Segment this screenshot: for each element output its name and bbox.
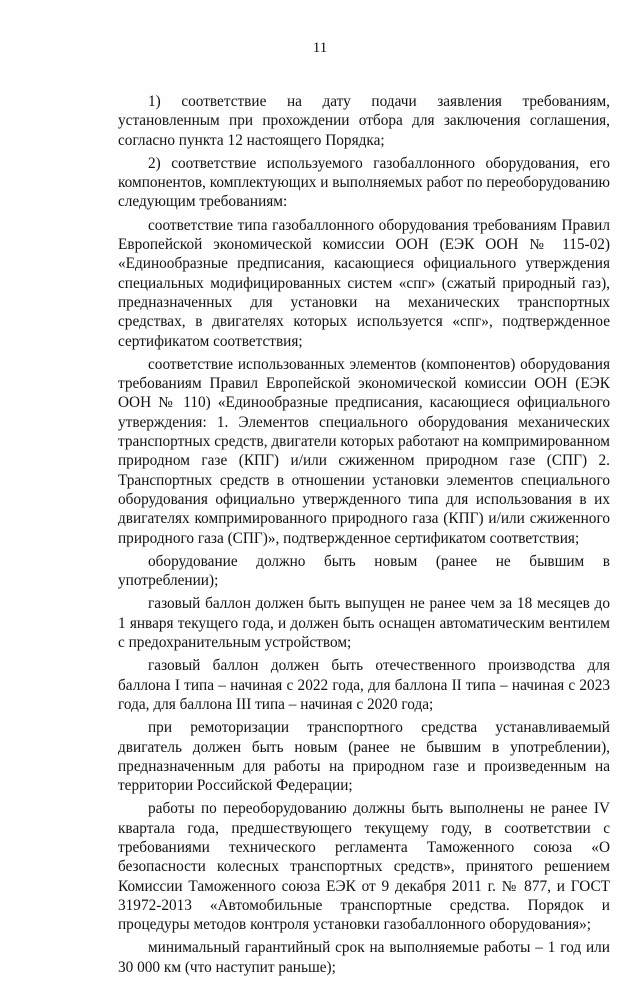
paragraph-3: соответствие типа газобаллонного оборудования требованиям Правил Европейской экономической комиссии ООН (ЕЭК ООН № 115-02) «Единообразные предписания, касающиеся официального утверждения специальных модифицированных систем «спг» (сжатый природный газ), предназначенных для установки на механических транспортных средствах, в двигателях которых используется «спг», подтвержденное сертификатом соответствия; — [118, 216, 610, 350]
page-number: 11 — [312, 40, 328, 56]
paragraph-2: 2) соответствие используемого газобаллонного оборудования, его компонентов, комплектующих и выполняемых работ по переоборудованию следующим требованиям: — [118, 154, 610, 211]
paragraph-6: газовый баллон должен быть выпущен не ранее чем за 18 месяцев до 1 января текущего года, и должен быть оснащен автоматическим вентилем с предохранительным устройством; — [118, 595, 610, 652]
document-body — [118, 92, 610, 981]
paragraph-4: соответствие использованных элементов (компонентов) оборудования требованиям Правил Европейской экономической комиссии ООН (ЕЭК ООН № 110) «Единообразные предписания, касающиеся официального утверждения: 1. Элементов специального оборудования механических транспортных средств, двигатели которых работают на компримированном природном газе (КПГ) и/или сжиженном природном газе (СПГ) 2. Транспортных средств в отношении установки элементов специального оборудования официально утвержденного типа для использования в их двигателях компримированного природного газа (КПГ) и/или сжиженного природного газа (СПГ)», подтвержденное сертификатом соответствия; — [118, 355, 610, 547]
paragraph-1: 1) соответствие на дату подачи заявления требованиям, установленным при прохождении отбора для заключения соглашения, согласно пункта 12 настоящего Порядка; — [118, 93, 610, 149]
paragraph-5: оборудование должно быть новым (ранее не бывшим в употреблении); — [118, 552, 610, 590]
paragraph-7: газовый баллон должен быть отечественного производства для баллона I типа – начиная с 2022 года, для баллона II типа – начиная с 2023 года, для баллона III типа – начиная с 2020 года; — [118, 657, 610, 713]
paragraph-10: минимальный гарантийный срок на выполняемые работы – 1 год или 30 000 км (что наступит раньше); — [118, 939, 610, 976]
paragraph-8: при ремоторизации транспортного средства устанавливаемый двигатель должен быть новым (ранее не бывшим в употреблении), предназначенным для работы на природном газе и произведенным на территории Российской Федерации; — [118, 719, 610, 795]
paragraph-9: работы по переоборудованию должны быть выполнены не ранее IV квартала года, предшествующего текущему году, в соответствии с требованиями технического регламента Таможенного союза «О безопасности колесных транспортных средств», принятого решением Комиссии Таможенного союза ЕЭК от 9 декабря 2011 г. № 877, и ГОСТ 31972-2013 «Автомобильные транспортные средства. Порядок и процедуры методов контроля установки газобаллонного оборудования»; — [118, 800, 610, 934]
